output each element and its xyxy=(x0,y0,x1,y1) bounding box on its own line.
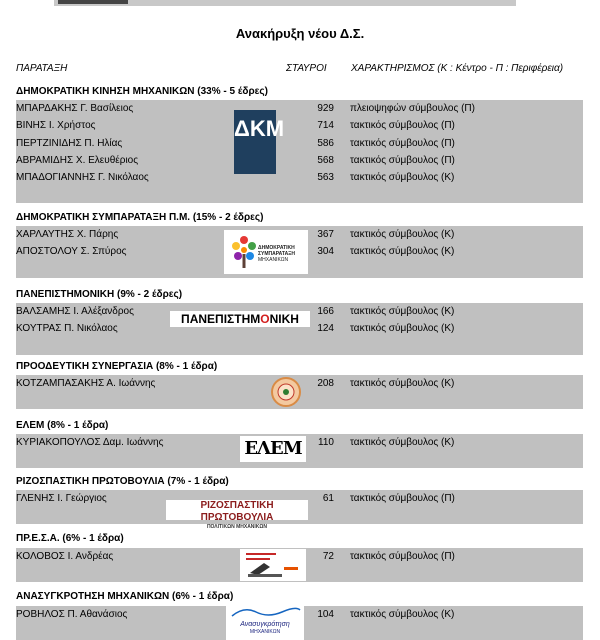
member-name: ΚΥΡΙΑΚΟΠΟΥΛΟΣ Δαμ. Ιωάννης xyxy=(16,437,164,448)
member-role: τακτικός σύμβουλος (Π) xyxy=(350,154,455,166)
member-row xyxy=(16,169,583,186)
round-seal-icon xyxy=(270,376,302,408)
member-votes: 568 xyxy=(317,154,334,166)
party-heading: ΕΛΕΜ (8% - 1 έδρα) xyxy=(16,420,109,431)
member-name: ΧΑΡΛΑΥΤΗΣ Χ. Πάρης xyxy=(16,229,119,240)
rizospastiki-protovoulia-logo: ΡΙΖΟΣΠΑΣΤΙΚΗ ΠΡΩΤΟΒΟΥΛΙΑ ΠΟΛΙΤΙΚΩΝ ΜΗΧΑΝΙΚΩΝ xyxy=(166,500,308,520)
member-votes: 72 xyxy=(322,551,334,562)
anasygkrotisi-logo: Ανασυγκρότηση ΜΗΧΑΝΙΚΩΝ xyxy=(226,606,304,640)
member-role: τακτικός σύμβουλος (Κ) xyxy=(350,306,455,317)
member-role: πλειοψηφών σύμβουλος (Π) xyxy=(350,103,475,114)
member-votes: 124 xyxy=(317,323,334,335)
party-heading: ΠΑΝΕΠΙΣΤΗΜΟΝΙΚΗ (9% - 2 έδρες) xyxy=(16,289,183,300)
member-votes: 586 xyxy=(317,137,334,149)
member-role: τακτικός σύμβουλος (Π) xyxy=(350,137,455,149)
member-role: τακτικός σύμβουλος (Κ) xyxy=(350,172,455,184)
svg-text:ΔΗΜΟΚΡΑΤΙΚΗ: ΔΗΜΟΚΡΑΤΙΚΗ xyxy=(258,245,295,251)
party-block xyxy=(16,100,583,203)
member-role: τακτικός σύμβουλος (Κ) xyxy=(350,437,455,448)
header-role: ΧΑΡΑΚΤΗΡΙΣΜΟΣ (Κ : Κέντρο - Π : Περιφέρεια) xyxy=(351,63,564,74)
member-name: ΒΙΝΗΣ Ι. Χρήστος xyxy=(16,120,96,132)
member-name: ΡΟΒΗΛΟΣ Π. Αθανάσιος xyxy=(16,609,128,620)
member-votes: 563 xyxy=(317,172,334,184)
member-row xyxy=(16,117,583,134)
member-role: τακτικός σύμβουλος (Κ) xyxy=(350,229,455,240)
member-name: ΜΠΑΔΟΓΙΑΝΝΗΣ Γ. Νικόλαος xyxy=(16,172,149,184)
elem-logo: ΕΛΕΜ xyxy=(240,436,306,462)
member-row xyxy=(16,152,583,169)
dimokratiki-symparataxi-logo xyxy=(224,230,308,274)
member-name: ΑΒΡΑΜΙΔΗΣ Χ. Ελευθέριος xyxy=(16,154,139,166)
member-votes: 714 xyxy=(317,120,334,132)
member-role: τακτικός σύμβουλος (Κ) xyxy=(350,323,455,335)
presa-logo xyxy=(240,549,306,581)
member-name: ΓΛΕΝΗΣ Ι. Γεώργιος xyxy=(16,493,107,504)
member-votes: 61 xyxy=(322,493,334,504)
member-name: ΠΕΡΤΖΙΝΙΔΗΣ Π. Ηλίας xyxy=(16,137,123,149)
panepistimoniki-logo: ΠΑΝΕΠΙΣΤΗΜΟΝΙΚΗ xyxy=(170,311,310,327)
member-row xyxy=(16,135,583,152)
party-heading: ΡΙΖΟΣΠΑΣΤΙΚΗ ΠΡΩΤΟΒΟΥΛΙΑ (7% - 1 έδρα) xyxy=(16,476,229,487)
member-votes: 104 xyxy=(317,609,334,620)
party-heading: ΔΗΜΟΚΡΑΤΙΚΗ ΚΙΝΗΣΗ ΜΗΧΑΝΙΚΩΝ (33% - 5 έδρες) xyxy=(16,86,268,97)
member-name: ΜΠΑΡΔΑΚΗΣ Γ. Βασίλειος xyxy=(16,103,134,114)
member-row xyxy=(16,100,583,117)
member-role: τακτικός σύμβουλος (Κ) xyxy=(350,609,455,620)
member-votes: 929 xyxy=(317,103,334,114)
page-title: Ανακήρυξη νέου Δ.Σ. xyxy=(235,26,365,41)
dkm-logo: ΔΚΜ xyxy=(234,110,276,174)
member-name: ΚΟΛΟΒΟΣ Ι. Ανδρέας xyxy=(16,551,114,562)
member-role: τακτικός σύμβουλος (Π) xyxy=(350,493,455,504)
swirl-icon xyxy=(226,606,304,620)
member-name: ΚΟΤΖΑΜΠΑΣΑΚΗΣ Α. Ιωάννης xyxy=(16,378,156,389)
party-heading: ΠΡΟΟΔΕΥΤΙΚΗ ΣΥΝΕΡΓΑΣΙΑ (8% - 1 έδρα) xyxy=(16,361,218,372)
member-name: ΒΑΛΣΑΜΗΣ Ι. Αλέξανδρος xyxy=(16,306,134,317)
member-name: ΚΟΥΤΡΑΣ Π. Νικόλαος xyxy=(16,323,118,335)
svg-text:ΜΗΧΑΝΙΚΩΝ: ΜΗΧΑΝΙΚΩΝ xyxy=(258,257,289,263)
top-image-strip xyxy=(54,0,516,6)
member-votes: 367 xyxy=(317,229,334,240)
member-role: τακτικός σύμβουλος (Κ) xyxy=(350,378,455,389)
member-votes: 110 xyxy=(318,437,334,448)
member-role: τακτικός σύμβουλος (Π) xyxy=(350,120,455,132)
member-votes: 304 xyxy=(317,246,334,258)
header-party: ΠΑΡΑΤΑΞΗ xyxy=(16,63,68,74)
party-heading: ΠΡ.Ε.Σ.Α. (6% - 1 έδρα) xyxy=(16,533,124,544)
member-role: τακτικός σύμβουλος (Κ) xyxy=(350,246,455,258)
member-votes: 166 xyxy=(317,306,334,317)
member-name: ΑΠΟΣΤΟΛΟΥ Σ. Σπύρος xyxy=(16,246,127,258)
party-heading: ΑΝΑΣΥΓΚΡΟΤΗΣΗ ΜΗΧΑΝΙΚΩΝ (6% - 1 έδρα) xyxy=(16,591,234,602)
crane-icon xyxy=(240,549,306,581)
header-votes: ΣΤΑΥΡΟΙ xyxy=(286,63,327,74)
tree-icon xyxy=(224,230,308,274)
member-votes: 208 xyxy=(317,378,334,389)
member-role: τακτικός σύμβουλος (Π) xyxy=(350,551,455,562)
svg-text:ΣΥΜΠΑΡΑΤΑΞΗ: ΣΥΜΠΑΡΑΤΑΞΗ xyxy=(258,251,296,257)
party-heading: ΔΗΜΟΚΡΑΤΙΚΗ ΣΥΜΠΑΡΑΤΑΞΗ Π.Μ. (15% - 2 έδρες) xyxy=(16,212,264,223)
proodeftiki-synergasia-logo xyxy=(270,376,302,408)
